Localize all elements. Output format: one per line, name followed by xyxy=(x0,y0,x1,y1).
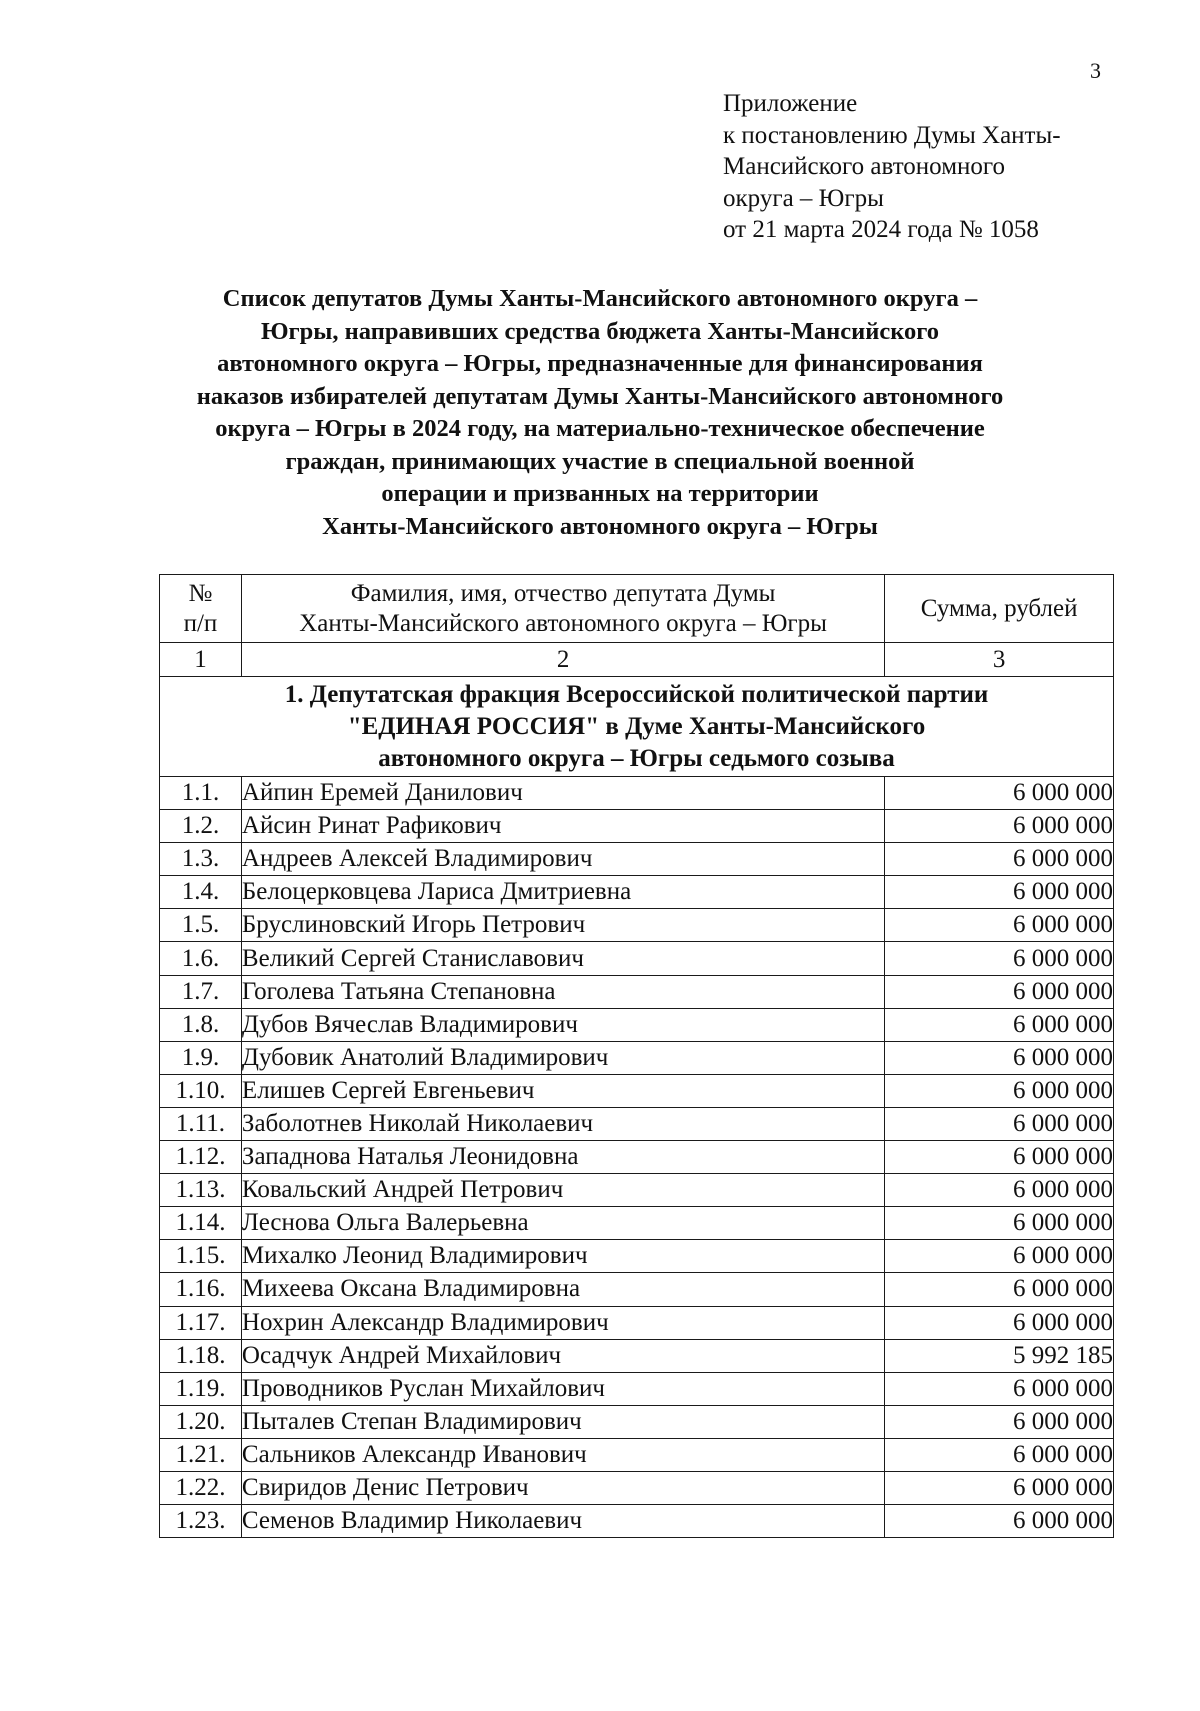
table-row xyxy=(160,777,1114,810)
row-number: 1.16. xyxy=(160,1273,242,1306)
row-number: 1.18. xyxy=(160,1339,242,1372)
row-number: 1.23. xyxy=(160,1505,242,1538)
row-number: 1.10. xyxy=(160,1074,242,1107)
amount: 6 000 000 xyxy=(885,1372,1114,1405)
amount: 6 000 000 xyxy=(885,777,1114,810)
table-row xyxy=(160,1405,1114,1438)
title-line: Ханты-Мансийского автономного округа – Югры xyxy=(322,512,878,540)
deputy-name: Белоцерковцева Лариса Дмитриевна xyxy=(241,876,884,909)
amount: 6 000 000 xyxy=(885,1107,1114,1140)
deputy-name: Нохрин Александр Владимирович xyxy=(241,1306,884,1339)
title-line: Югры, направивших средства бюджета Ханты-Мансийского xyxy=(260,317,940,345)
table-row xyxy=(160,810,1114,843)
row-number: 1.7. xyxy=(160,975,242,1008)
column-number: 2 xyxy=(241,643,884,677)
header-name-line: Ханты-Мансийского автономного округа – Югры xyxy=(299,609,827,637)
table-row xyxy=(160,1074,1114,1107)
deputy-name: Великий Сергей Станиславович xyxy=(241,942,884,975)
header-amount: Сумма, рублей xyxy=(885,575,1114,643)
appendix-block xyxy=(723,88,1061,246)
title-line: операции и призванных на территории xyxy=(381,480,819,507)
deputy-name: Дубов Вячеслав Владимирович xyxy=(241,1008,884,1041)
table-row xyxy=(160,876,1114,909)
title-line: Список депутатов Думы Ханты-Мансийского автономного округа – xyxy=(222,285,978,312)
row-number: 1.9. xyxy=(160,1041,242,1074)
document-title xyxy=(150,283,1050,543)
title-line: автономного округа – Югры, предназначенные для финансирования xyxy=(217,350,983,377)
amount: 6 000 000 xyxy=(885,1438,1114,1471)
section-line: автономного округа – Югры седьмого созыва xyxy=(378,744,895,772)
table-row xyxy=(160,1438,1114,1471)
amount: 6 000 000 xyxy=(885,1008,1114,1041)
section-header-row xyxy=(160,677,1114,777)
appendix-line: округа – Югры xyxy=(723,184,884,212)
table-row xyxy=(160,1471,1114,1504)
deputy-name: Елишев Сергей Евгеньевич xyxy=(241,1074,884,1107)
table-row xyxy=(160,975,1114,1008)
amount: 6 000 000 xyxy=(885,1240,1114,1273)
title-line: граждан, принимающих участие в специальной военной xyxy=(285,447,915,475)
header-name-line: Фамилия, имя, отчество депутата Думы xyxy=(350,579,776,607)
deputy-name: Пыталев Степан Владимирович xyxy=(241,1405,884,1438)
deputy-name: Заболотнев Николай Николаевич xyxy=(241,1107,884,1140)
deputies-table xyxy=(159,574,1114,1538)
title-line: наказов избирателей депутатам Думы Ханты-Мансийского автономного xyxy=(196,382,1004,410)
amount: 5 992 185 xyxy=(885,1339,1114,1372)
deputy-name: Свиридов Денис Петрович xyxy=(241,1471,884,1504)
amount: 6 000 000 xyxy=(885,1041,1114,1074)
table-row xyxy=(160,1174,1114,1207)
amount: 6 000 000 xyxy=(885,810,1114,843)
header-name xyxy=(241,575,884,643)
table-row xyxy=(160,1041,1114,1074)
table-row xyxy=(160,1273,1114,1306)
deputy-name: Айсин Ринат Рафикович xyxy=(241,810,884,843)
section-line: 1. Депутатская фракция Всероссийской политической партии xyxy=(284,680,989,708)
appendix-line: к постановлению Думы Ханты- xyxy=(723,121,1061,149)
row-number: 1.6. xyxy=(160,942,242,975)
section-line: "ЕДИНАЯ РОССИЯ" в Думе Ханты-Мансийского xyxy=(347,712,926,740)
amount: 6 000 000 xyxy=(885,1174,1114,1207)
deputy-name: Западнова Наталья Леонидовна xyxy=(241,1141,884,1174)
table-row xyxy=(160,909,1114,942)
table-row xyxy=(160,1372,1114,1405)
column-numbers-row xyxy=(160,643,1114,677)
header-number xyxy=(160,575,242,643)
amount: 6 000 000 xyxy=(885,975,1114,1008)
amount: 6 000 000 xyxy=(885,1074,1114,1107)
row-number: 1.4. xyxy=(160,876,242,909)
row-number: 1.3. xyxy=(160,843,242,876)
page-number: 3 xyxy=(1090,58,1101,83)
appendix-line: Приложение xyxy=(723,90,858,117)
deputy-name: Сальников Александр Иванович xyxy=(241,1438,884,1471)
amount: 6 000 000 xyxy=(885,942,1114,975)
amount: 6 000 000 xyxy=(885,1141,1114,1174)
row-number: 1.2. xyxy=(160,810,242,843)
table-row xyxy=(160,942,1114,975)
table-header-row xyxy=(160,575,1114,643)
appendix-line: Мансийского автономного xyxy=(723,153,1006,180)
table-row xyxy=(160,843,1114,876)
row-number: 1.20. xyxy=(160,1405,242,1438)
amount: 6 000 000 xyxy=(885,1273,1114,1306)
row-number: 1.12. xyxy=(160,1141,242,1174)
title-line: округа – Югры в 2024 году, на материально-техническое обеспечение xyxy=(215,415,985,442)
row-number: 1.17. xyxy=(160,1306,242,1339)
row-number: 1.14. xyxy=(160,1207,242,1240)
table-row xyxy=(160,1107,1114,1140)
deputy-name: Леснова Ольга Валерьевна xyxy=(241,1207,884,1240)
amount: 6 000 000 xyxy=(885,843,1114,876)
deputy-name: Семенов Владимир Николаевич xyxy=(241,1505,884,1538)
row-number: 1.5. xyxy=(160,909,242,942)
deputy-name: Осадчук Андрей Михайлович xyxy=(241,1339,884,1372)
row-number: 1.22. xyxy=(160,1471,242,1504)
table-row xyxy=(160,1306,1114,1339)
deputy-name: Дубовик Анатолий Владимирович xyxy=(241,1041,884,1074)
deputy-name: Проводников Руслан Михайлович xyxy=(241,1372,884,1405)
section-header xyxy=(160,677,1114,777)
deputy-name: Гоголева Татьяна Степановна xyxy=(241,975,884,1008)
row-number: 1.1. xyxy=(160,777,242,810)
appendix-line: от 21 марта 2024 года № 1058 xyxy=(723,216,1039,243)
header-number-line: № xyxy=(188,579,213,607)
amount: 6 000 000 xyxy=(885,1505,1114,1538)
row-number: 1.21. xyxy=(160,1438,242,1471)
table-row xyxy=(160,1240,1114,1273)
header-number-line: п/п xyxy=(183,609,218,637)
deputy-name: Андреев Алексей Владимирович xyxy=(241,843,884,876)
row-number: 1.13. xyxy=(160,1174,242,1207)
amount: 6 000 000 xyxy=(885,1207,1114,1240)
column-number: 3 xyxy=(885,643,1114,677)
amount: 6 000 000 xyxy=(885,909,1114,942)
amount: 6 000 000 xyxy=(885,876,1114,909)
table-row xyxy=(160,1008,1114,1041)
row-number: 1.19. xyxy=(160,1372,242,1405)
table-row xyxy=(160,1207,1114,1240)
deputy-name: Ковальский Андрей Петрович xyxy=(241,1174,884,1207)
table-row xyxy=(160,1339,1114,1372)
deputy-name: Айпин Еремей Данилович xyxy=(241,777,884,810)
table-row xyxy=(160,1141,1114,1174)
row-number: 1.11. xyxy=(160,1107,242,1140)
deputy-name: Бруслиновский Игорь Петрович xyxy=(241,909,884,942)
row-number: 1.8. xyxy=(160,1008,242,1041)
column-number: 1 xyxy=(160,643,242,677)
table-row xyxy=(160,1505,1114,1538)
row-number: 1.15. xyxy=(160,1240,242,1273)
deputy-name: Михеева Оксана Владимировна xyxy=(241,1273,884,1306)
amount: 6 000 000 xyxy=(885,1471,1114,1504)
amount: 6 000 000 xyxy=(885,1306,1114,1339)
amount: 6 000 000 xyxy=(885,1405,1114,1438)
deputy-name: Михалко Леонид Владимирович xyxy=(241,1240,884,1273)
